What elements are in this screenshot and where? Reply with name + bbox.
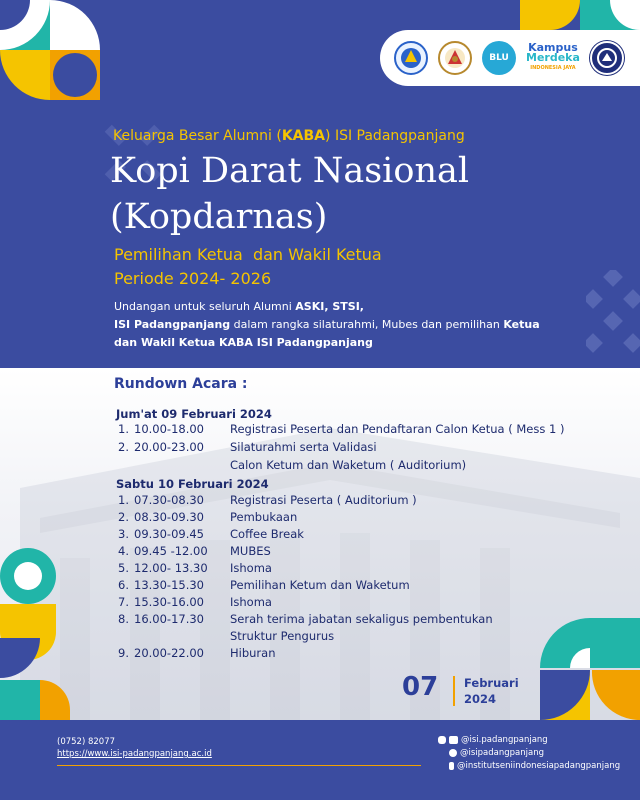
schedule-item-time: 13.30-15.30: [134, 578, 204, 592]
main-title: [110, 148, 530, 240]
schedule-item-description: Struktur Pengurus: [230, 629, 335, 643]
isi-padangpanjang-logo: [438, 41, 472, 75]
date-divider: [453, 676, 455, 706]
footer-instagram-handle: @isi.padangpanjang: [461, 735, 548, 745]
kampus-merdeka-line2: Merdeka: [526, 51, 580, 64]
invite-part3: ISI Padangpanjang: [114, 318, 231, 331]
invite-part5: Ketua: [503, 318, 540, 331]
invite-part1: Undangan untuk seluruh Alumni: [114, 300, 296, 313]
date-month: Februari: [464, 676, 519, 690]
schedule-item-description: Serah terima jabatan sekaligus pembentukan: [230, 612, 493, 626]
invitation-text: [114, 298, 614, 352]
date-year: 2024: [464, 692, 497, 706]
schedule-item: [118, 544, 598, 560]
pre-title: [113, 128, 465, 144]
schedule-item-number: 9.: [118, 646, 129, 660]
schedule-item-description: Ishoma: [230, 561, 272, 575]
schedule-item-time: 12.00- 13.30: [134, 561, 208, 575]
schedule-item-description: Pemilihan Ketum dan Waketum: [230, 578, 410, 592]
blu-logo-text: BLU: [489, 53, 509, 63]
kampus-merdeka-sub: INDONESIA JAYA: [530, 65, 576, 71]
tut-wuri-handayani-logo: [394, 41, 428, 75]
subtitle: [114, 243, 382, 291]
schedule-item-number: 3.: [118, 527, 129, 541]
schedule-item-time: 20.00-22.00: [134, 646, 204, 660]
facebook-icon: [449, 762, 454, 770]
instagram-icon: [438, 736, 446, 744]
invite-part2: ASKI, STSI,: [295, 300, 364, 313]
footer-phone: (0752) 82077: [57, 737, 116, 747]
schedule-item-time: 08.30-09.30: [134, 510, 204, 524]
youtube-icon: [449, 736, 458, 744]
footer-divider: [57, 765, 421, 766]
schedule-item-description: Silaturahmi serta Validasi: [230, 440, 377, 454]
schedule-item-time: 09.30-09.45: [134, 527, 204, 541]
schedule-item: [118, 646, 598, 662]
schedule-item-number: 7.: [118, 595, 129, 609]
schedule-item: [118, 527, 598, 543]
main-title-line2: (Kopdarnas): [110, 197, 328, 237]
blu-logo: [482, 41, 516, 75]
schedule-item-number: 5.: [118, 561, 129, 575]
schedule-item: [118, 458, 598, 474]
rundown-title: Rundown Acara :: [114, 376, 248, 392]
schedule-item: [118, 422, 598, 438]
footer-social-facebook[interactable]: [438, 760, 620, 773]
schedule-item-time: 10.00-18.00: [134, 422, 204, 436]
subtitle-line2: Periode 2024- 2026: [114, 269, 272, 288]
schedule-item-description: Calon Ketum dan Waketum ( Auditorium): [230, 458, 467, 472]
date-month-year: [464, 675, 519, 707]
schedule-item: [118, 510, 598, 526]
pre-title-part3: ) ISI Padangpanjang: [325, 128, 465, 144]
footer-website-link[interactable]: https://www.isi-padangpanjang.ac.id: [57, 749, 212, 759]
schedule-item-description: Pembukaan: [230, 510, 298, 524]
decorative-shapes-left: [0, 548, 70, 720]
schedule-item-number: 2.: [118, 440, 129, 454]
schedule-item-time: 07.30-08.30: [134, 493, 204, 507]
schedule-item: [118, 629, 598, 645]
schedule-item-description: Hiburan: [230, 646, 276, 660]
footer-contact: [57, 736, 212, 760]
invite-part4: dalam rangka silaturahmi, Mubes dan pemilihan: [230, 318, 504, 331]
main-title-line1: Kopi Darat Nasional: [110, 151, 470, 191]
invite-part6: dan Wakil Ketua KABA ISI Padangpanjang: [114, 336, 373, 349]
subtitle-line1: Pemilihan Ketua dan Wakil Ketua: [114, 245, 382, 264]
header-section: [0, 0, 640, 368]
day1-title: Jum'at 09 Februari 2024: [116, 407, 272, 421]
schedule-item-number: 8.: [118, 612, 129, 626]
schedule-item-description: Registrasi Peserta dan Pendaftaran Calon Ketua ( Mess 1 ): [230, 422, 565, 436]
schedule-item: [118, 440, 598, 456]
schedule-item-number: 1.: [118, 493, 129, 507]
schedule-item-time: 20.00-23.00: [134, 440, 204, 454]
day2-title: Sabtu 10 Februari 2024: [116, 477, 269, 491]
decorative-shapes-top-left: [0, 0, 100, 100]
schedule-item-number: 1.: [118, 422, 129, 436]
schedule-item-description: Coffee Break: [230, 527, 304, 541]
pre-title-part1: Keluarga Besar Alumni (: [113, 128, 282, 144]
schedule-item-number: 4.: [118, 544, 129, 558]
schedule-item-description: MUBES: [230, 544, 271, 558]
footer-social-instagram[interactable]: [438, 734, 620, 747]
footer-twitter-handle: @isipadangpanjang: [460, 748, 544, 758]
schedule-item: [118, 561, 598, 577]
footer-facebook-handle: @institutseniindonesiapadangpanjang: [457, 761, 621, 771]
kaba-logo: [590, 41, 624, 75]
date-day: 07: [402, 672, 439, 702]
kampus-merdeka-line1: Kampus: [528, 41, 578, 54]
schedule-item-number: 2.: [118, 510, 129, 524]
schedule-item: [118, 578, 598, 594]
kampus-merdeka-logo: [526, 43, 580, 73]
decorative-shapes-top-right: [520, 0, 640, 32]
schedule-item: [118, 612, 598, 628]
schedule-item-time: 15.30-16.00: [134, 595, 204, 609]
schedule-item-time: 16.00-17.30: [134, 612, 204, 626]
footer-social-twitter[interactable]: [438, 747, 620, 760]
partner-logos-bar: [380, 30, 640, 86]
schedule-item: [118, 595, 598, 611]
pre-title-kaba: KABA: [281, 128, 326, 144]
footer-social: [438, 734, 620, 773]
schedule-item: [118, 493, 598, 509]
schedule-item-time: 09.45 -12.00: [134, 544, 208, 558]
twitter-icon: [449, 749, 457, 757]
schedule-item-number: 6.: [118, 578, 129, 592]
schedule-item-description: Registrasi Peserta ( Auditorium ): [230, 493, 417, 507]
schedule-item-description: Ishoma: [230, 595, 272, 609]
